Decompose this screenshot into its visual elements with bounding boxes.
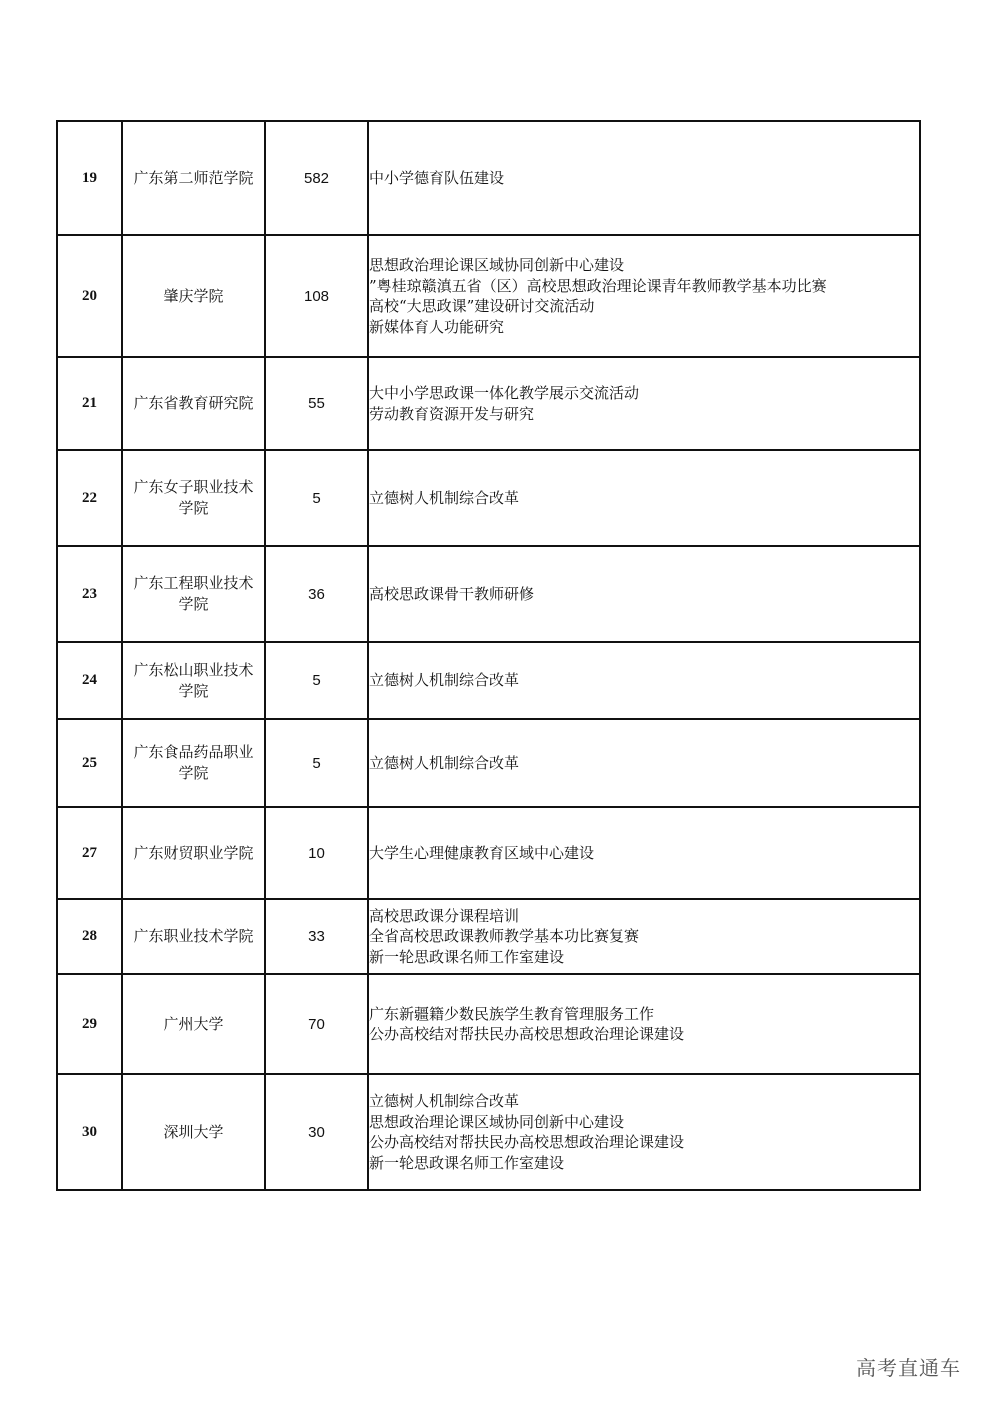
unit-cell (122, 546, 265, 642)
unit-cell (122, 357, 265, 450)
project-item: 中小学德育队伍建设 (369, 168, 505, 187)
table-row (57, 974, 920, 1074)
unit-name: 广东省教育研究院 (133, 394, 254, 412)
unit-name: 广东女子职业技术学院 (133, 478, 254, 517)
project-item: 全省高校思政课教师教学基本功比赛复赛 (369, 927, 640, 946)
project-item: 高校“大思政课”建设研讨交流活动 (369, 297, 595, 315)
project-item: ”粤桂琼赣滇五省（区）高校思想政治理论课青年教师教学基本功比赛 (369, 276, 827, 295)
amount-cell: 30 (265, 1074, 368, 1190)
unit-cell (122, 899, 265, 974)
amount-cell: 70 (265, 974, 368, 1074)
project-item: 立德树人机制综合改革 (369, 488, 520, 507)
unit-name: 广东食品药品职业学院 (133, 743, 254, 782)
amount-cell: 5 (265, 450, 368, 546)
row-number: 21 (57, 357, 122, 450)
row-number: 23 (57, 546, 122, 642)
row-number: 20 (57, 235, 122, 357)
table-row (57, 1074, 920, 1190)
table-row (57, 642, 920, 719)
unit-cell (122, 450, 265, 546)
project-item: 劳动教育资源开发与研究 (369, 404, 535, 423)
unit-cell (122, 642, 265, 719)
row-number: 28 (57, 899, 122, 974)
project-item: 高校思政课骨干教师研修 (369, 584, 535, 603)
project-items-cell (368, 807, 920, 899)
row-number: 25 (57, 719, 122, 807)
amount-cell: 582 (265, 121, 368, 235)
project-items-cell (368, 642, 920, 719)
unit-name: 深圳大学 (163, 1122, 224, 1141)
project-items-cell (368, 546, 920, 642)
table-row (57, 235, 920, 357)
unit-cell (122, 974, 265, 1074)
table-row (57, 121, 920, 235)
unit-cell (122, 235, 265, 357)
unit-cell (122, 719, 265, 807)
table-row (57, 357, 920, 450)
project-items-cell (368, 899, 920, 974)
project-items-cell (368, 357, 920, 450)
project-item: 思想政治理论课区域协同创新中心建设 (369, 1112, 625, 1131)
table-row (57, 719, 920, 807)
project-item: 立德树人机制综合改革 (369, 753, 520, 772)
project-item: 思想政治理论课区域协同创新中心建设 (369, 256, 625, 274)
project-item: 高校思政课分课程培训 (369, 906, 520, 925)
project-items-cell (368, 974, 920, 1074)
project-item: 新一轮思政课名师工作室建设 (369, 947, 565, 966)
unit-name: 广东财贸职业学院 (133, 843, 254, 862)
amount-cell: 33 (265, 899, 368, 974)
table-row (57, 450, 920, 546)
row-number: 22 (57, 450, 122, 546)
project-item: 公办高校结对帮扶民办高校思想政治理论课建设 (369, 1133, 685, 1151)
amount-cell: 5 (265, 642, 368, 719)
watermark-text: 高考直通车 (856, 1356, 961, 1380)
project-items-cell (368, 121, 920, 235)
amount-cell: 10 (265, 807, 368, 899)
amount-cell: 36 (265, 546, 368, 642)
project-items-cell (368, 719, 920, 807)
amount-cell: 5 (265, 719, 368, 807)
project-item: 大学生心理健康教育区域中心建设 (369, 843, 595, 862)
project-item: 立德树人机制综合改革 (369, 1092, 520, 1110)
project-item: 大中小学思政课一体化教学展示交流活动 (369, 384, 640, 402)
unit-name: 广东工程职业技术学院 (133, 574, 254, 613)
table-row (57, 899, 920, 974)
unit-name: 广东职业技术学院 (133, 927, 254, 945)
project-item: 新一轮思政课名师工作室建设 (369, 1153, 565, 1172)
project-item: 公办高校结对帮扶民办高校思想政治理论课建设 (369, 1025, 685, 1043)
row-number: 27 (57, 807, 122, 899)
project-items-cell (368, 450, 920, 546)
table-row (57, 807, 920, 899)
unit-name: 广东松山职业技术学院 (133, 660, 254, 700)
row-number: 19 (57, 121, 122, 235)
unit-name: 广州大学 (163, 1014, 224, 1033)
table-row (57, 546, 920, 642)
project-items-cell (368, 1074, 920, 1190)
amount-cell: 55 (265, 357, 368, 450)
unit-cell (122, 121, 265, 235)
funding-table (56, 120, 921, 1191)
unit-name: 肇庆学院 (163, 286, 224, 305)
row-number: 24 (57, 642, 122, 719)
project-item: 广东新疆籍少数民族学生教育管理服务工作 (369, 1004, 655, 1023)
row-number: 30 (57, 1074, 122, 1190)
project-item: 立德树人机制综合改革 (369, 671, 520, 690)
project-item: 新媒体育人功能研究 (369, 317, 505, 336)
unit-cell (122, 807, 265, 899)
unit-cell (122, 1074, 265, 1190)
row-number: 29 (57, 974, 122, 1074)
project-items-cell (368, 235, 920, 357)
unit-name: 广东第二师范学院 (133, 168, 254, 187)
amount-cell: 108 (265, 235, 368, 357)
